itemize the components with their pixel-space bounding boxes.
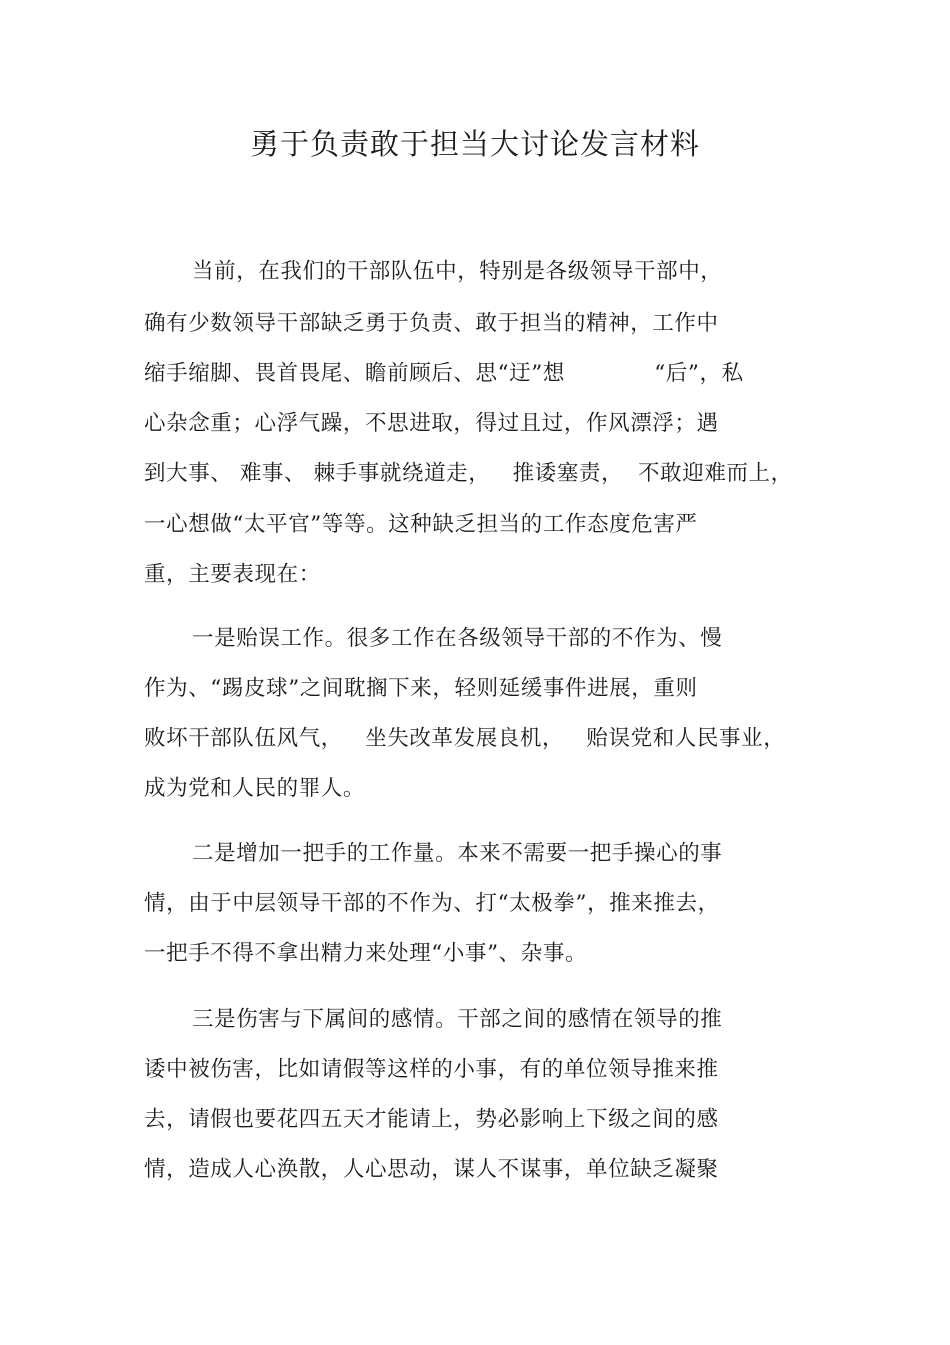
- paragraph-1-line-6: 一心想做“太平官”等等。这种缺乏担当的工作态度危害严: [144, 512, 698, 537]
- paragraph-1-line-5: 到大事、 难事、 棘手事就绕道走， 推诿塞责， 不敢迎难而上，: [144, 461, 793, 486]
- paragraph-4-line-3: 去，请假也要花四五天才能请上，势必影响上下级之间的感: [144, 1107, 719, 1132]
- paragraph-3-line-2: 情，由于中层领导干部的不作为、打“太极拳”，推来推去，: [144, 891, 720, 916]
- paragraph-4-line-1: 三是伤害与下属间的感情。干部之间的感情在领导的推: [192, 1007, 723, 1032]
- paragraph-4-line-2: 诿中被伤害，比如请假等这样的小事，有的单位领导推来推: [144, 1057, 719, 1082]
- document-title: 勇于负责敢于担当大讨论发言材料: [249, 127, 700, 161]
- paragraph-2-line-4: 成为党和人民的罪人。: [144, 776, 366, 801]
- paragraph-1-line-3: 缩手缩脚、畏首畏尾、瞻前顾后、思“迂”想 “后”，私: [144, 361, 744, 386]
- paragraph-3-line-1: 二是增加一把手的工作量。本来不需要一把手操心的事: [192, 841, 723, 866]
- paragraph-2-line-1: 一是贻误工作。很多工作在各级领导干部的不作为、慢: [192, 626, 723, 651]
- paragraph-4-line-4: 情，造成人心涣散，人心思动，谋人不谋事，单位缺乏凝聚: [144, 1157, 719, 1182]
- paragraph-1-line-2: 确有少数领导干部缺乏勇于负责、敢于担当的精神，工作中: [144, 311, 719, 336]
- paragraph-1-line-7: 重，主要表现在：: [144, 562, 321, 587]
- paragraph-2-line-2: 作为、“踢皮球”之间耽搁下来，轻则延缓事件进展，重则: [144, 676, 698, 701]
- paragraph-2-line-3: 败坏干部队伍风气， 坐失改革发展良机， 贻误党和人民事业，: [144, 726, 786, 751]
- paragraph-1-line-4: 心杂念重；心浮气躁，不思进取，得过且过，作风漂浮；遇: [144, 411, 719, 436]
- paragraph-1-line-1: 当前，在我们的干部队伍中，特别是各级领导干部中，: [192, 259, 723, 284]
- paragraph-3-line-3: 一把手不得不拿出精力来处理“小事”、杂事。: [144, 941, 588, 966]
